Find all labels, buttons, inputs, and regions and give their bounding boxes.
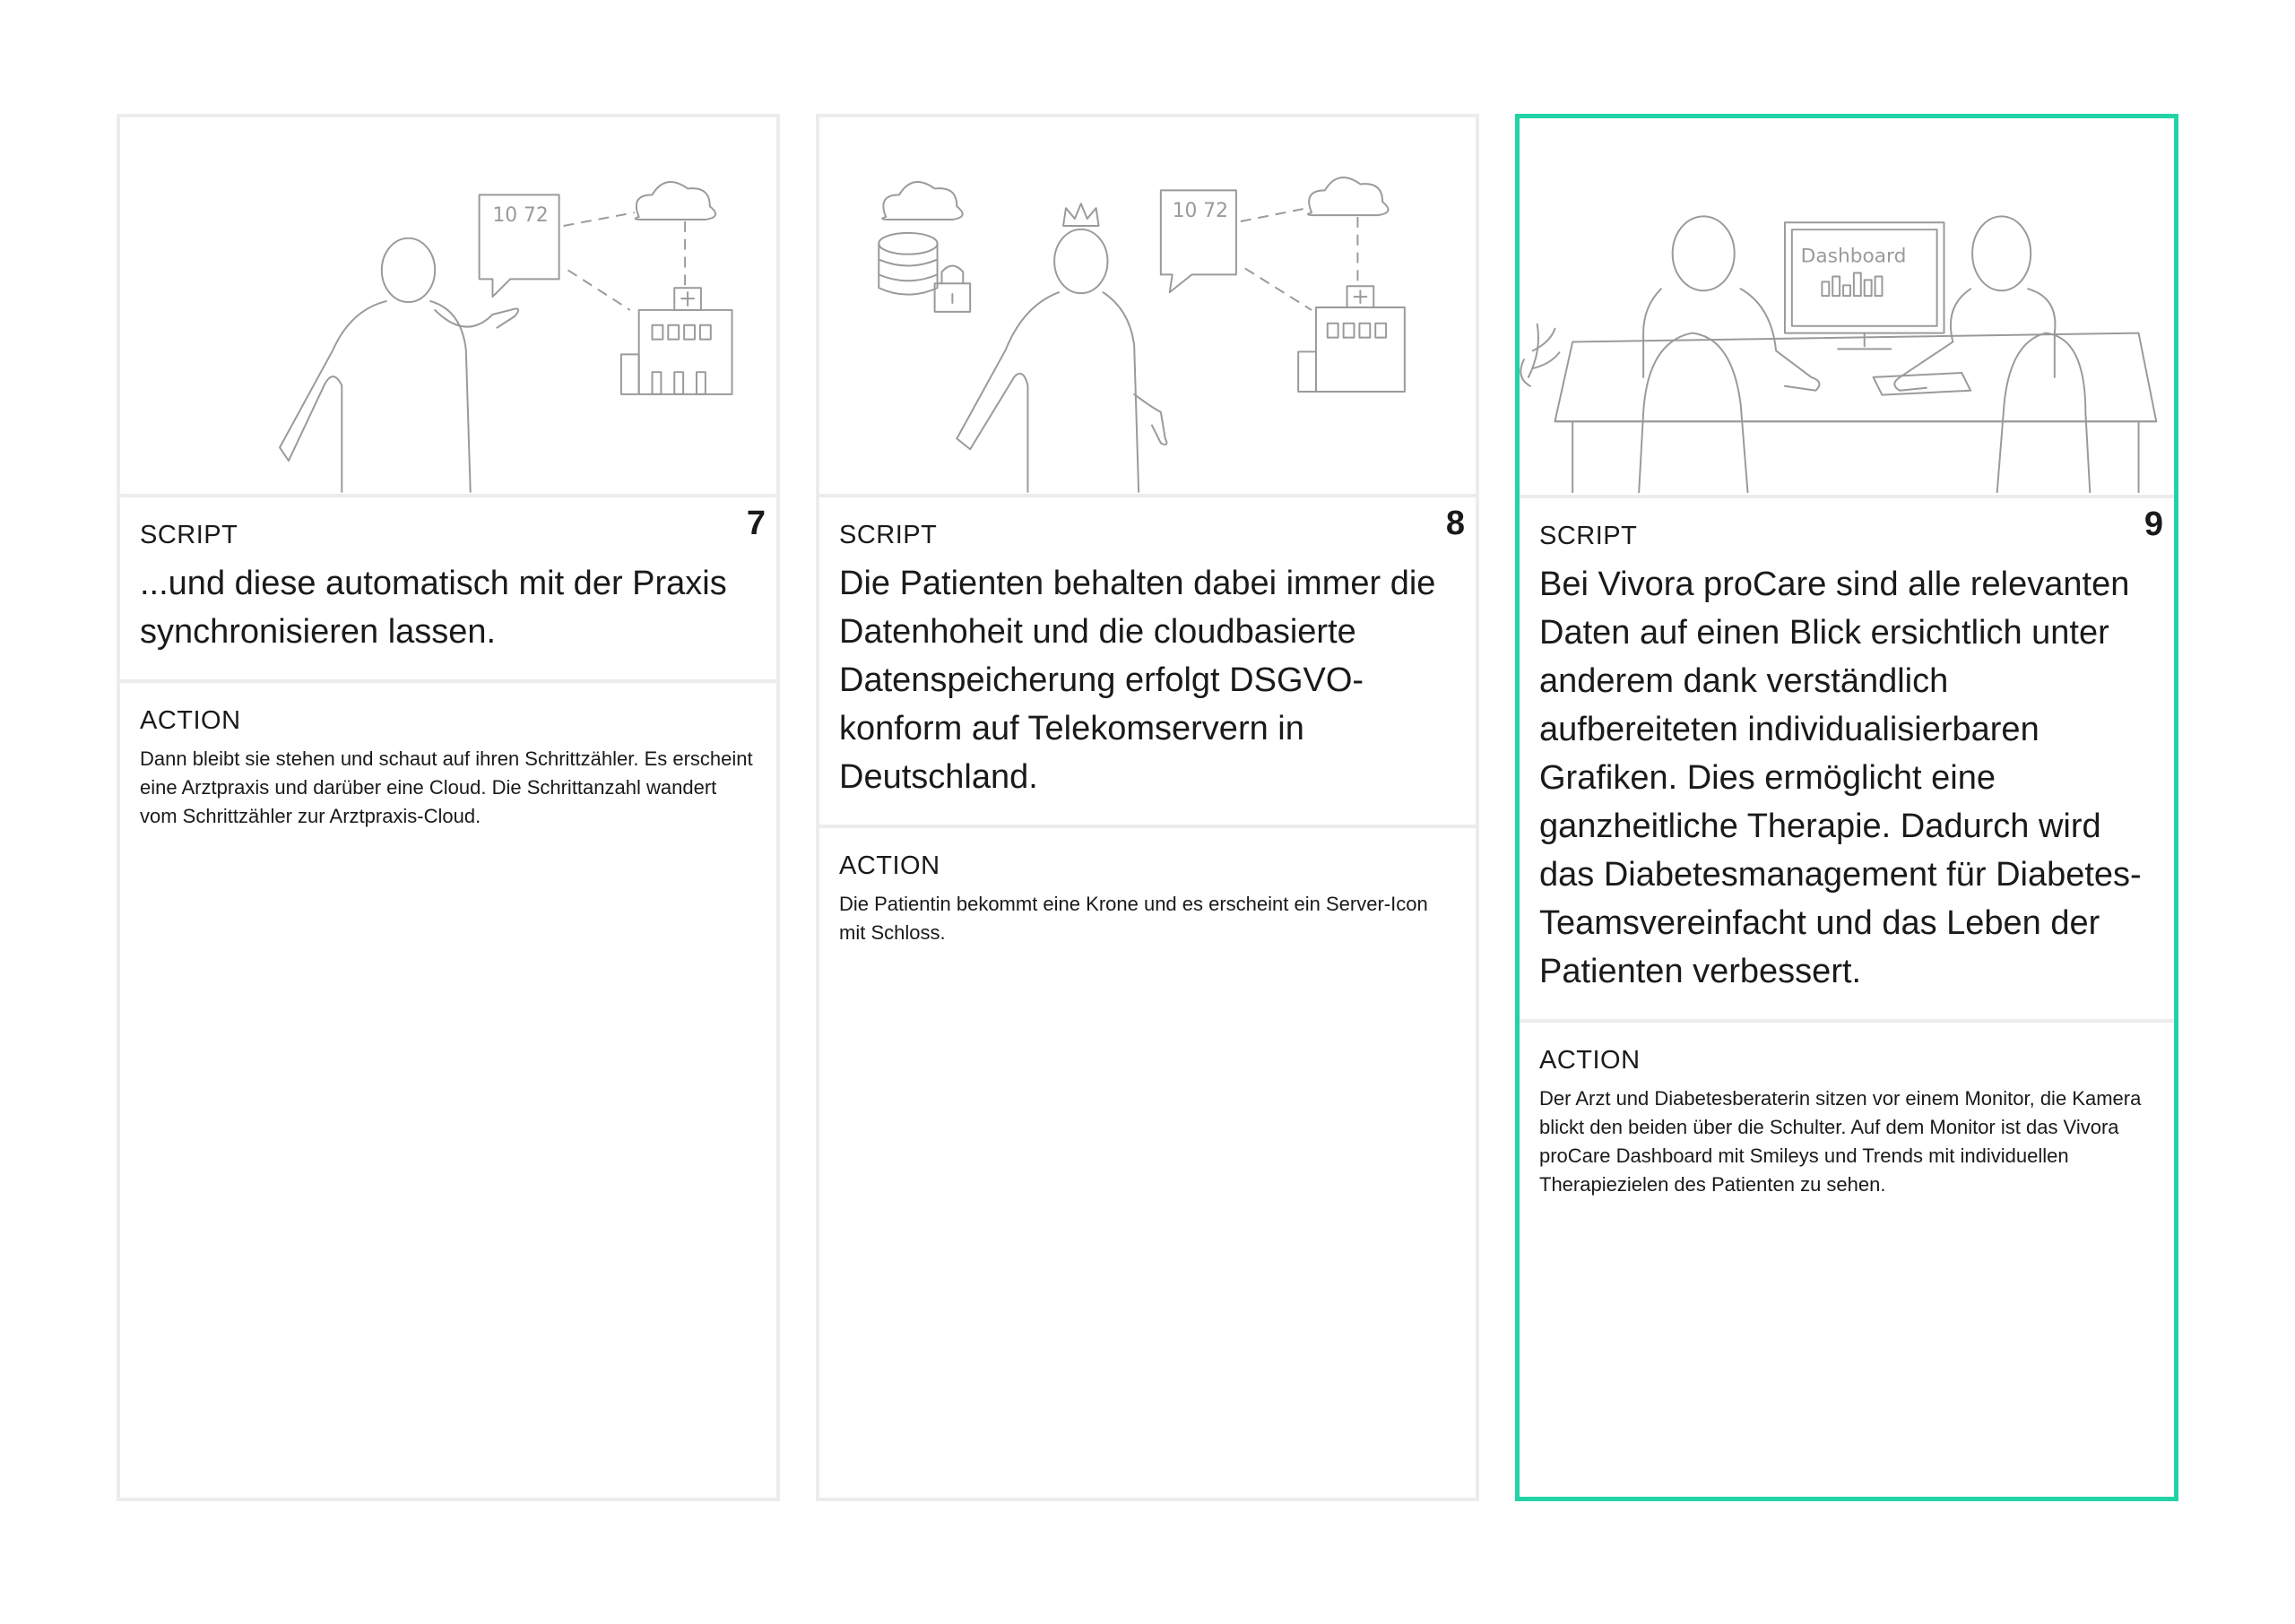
action-text: Der Arzt und Diabetesberaterin sitzen vor einem Monitor, die Kamera blickt den beiden über die Schulter. Auf dem Monitor ist das Vivora proCare Dashboard mit Smileys und Trends mit individuellen Therapiezielen des Patienten zu sehen. [1539, 1087, 2142, 1196]
panel-number: 9 [2143, 505, 2163, 543]
action-section [120, 683, 776, 854]
sketch-image [120, 117, 776, 497]
script-label: SCRIPT [1539, 522, 1638, 550]
action-section [1520, 1023, 2174, 1222]
storyboard-panel-8[interactable] [816, 114, 1479, 1501]
action-section [819, 828, 1476, 971]
action-text: Die Patientin bekommt eine Krone und es erscheint ein Server-Icon mit Schloss. [839, 893, 1428, 944]
script-label: SCRIPT [140, 521, 238, 549]
sketch-image [819, 117, 1476, 497]
sketch-person-crown-server [819, 117, 1476, 494]
panel-number: 7 [746, 505, 766, 542]
action-text: Dann bleibt sie stehen und schaut auf ihren Schrittzähler. Es erscheint eine Arztpraxis und darüber eine Cloud. Die Schrittanzahl wandert vom Schrittzähler zur Arztpraxis-Cloud. [140, 747, 753, 827]
script-text: Bei Vivora proCare sind alle relevanten Daten auf einen Blick ersichtlich unter anderem dank verständlich aufbereiteten individualisierbaren Grafiken. Dies ermöglicht eine ganzheitliche Therapie. Dadurch wird das Diabetesmanagement für Diabetes-Teamsvereinfacht und das Leben der Patienten verbessert. [1539, 566, 2142, 990]
script-text: ...und diese automatisch mit der Praxis synchronisieren lassen. [140, 565, 727, 651]
storyboard-panel-7[interactable] [117, 114, 780, 1501]
sketch-bubble-text: 10 72 [1172, 200, 1228, 223]
script-label: SCRIPT [839, 521, 938, 549]
sketch-monitor-text: Dashboard [1800, 245, 1907, 268]
script-section [1520, 498, 2174, 1023]
sketch-bubble-text: 10 72 [492, 204, 549, 228]
sketch-doctors-monitor [1520, 118, 2174, 495]
sketch-person-step-counter [120, 117, 776, 494]
sketch-image [1520, 118, 2174, 498]
action-label: ACTION [1539, 1046, 1641, 1075]
storyboard-panel-9[interactable] [1515, 114, 2178, 1501]
action-label: ACTION [839, 851, 940, 880]
script-section [819, 497, 1476, 828]
script-text: Die Patienten behalten dabei immer die Datenhoheit und die cloudbasierte Datenspeicherung erfolgt DSGVO-konform auf Telekomservern in Deutschland. [839, 565, 1436, 796]
action-label: ACTION [140, 706, 241, 735]
panel-number: 8 [1445, 505, 1465, 542]
script-section [120, 497, 776, 683]
